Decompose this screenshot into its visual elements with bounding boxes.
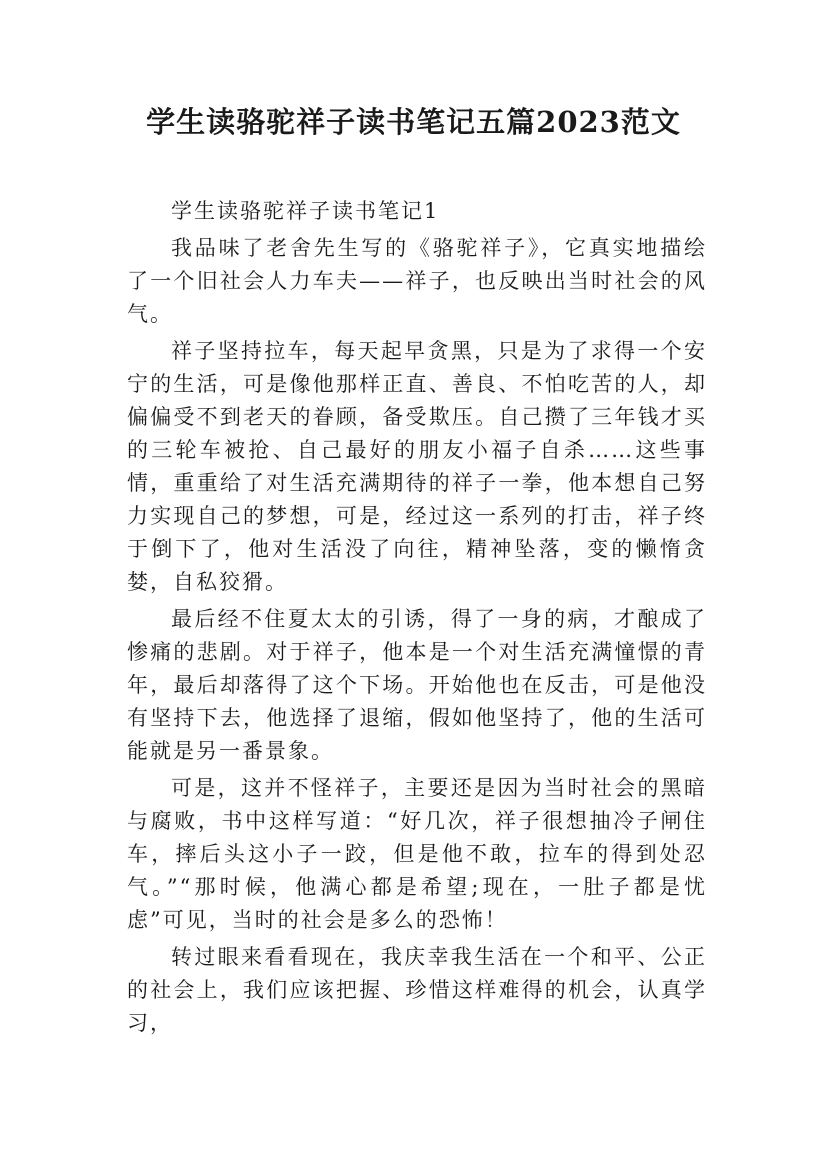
document-title: 学生读骆驼祥子读书笔记五篇2023范文 bbox=[146, 105, 681, 139]
paragraph: 祥子坚持拉车，每天起早贪黑，只是为了求得一个安宁的生活，可是像他那样正直、善良、不怕吃苦的人，却偏偏受不到老天的眷顾，备受欺压。自己攒了三年钱才买的三轮车被抢、自己最好的朋友小福子自杀……这些事情，重重给了对生活充满期待的祥子一拳，他本想自己努力实现自己的梦想，可是，经过这一系列的打击，祥子终于倒下了，他对生活没了向往，精神坠落，变的懒惰贪婪，自私狡猾。 bbox=[127, 339, 707, 594]
section-heading: 学生读骆驼祥子读书笔记1 bbox=[171, 199, 440, 223]
document-body bbox=[127, 195, 707, 1044]
paragraph: 转过眼来看看现在，我庆幸我生活在一个和平、公正的社会上，我们应该把握、珍惜这样难得的机会，认真学习， bbox=[127, 945, 707, 1035]
paragraph: 我品味了老舍先生写的《骆驼祥子》，它真实地描绘了一个旧社会人力车夫——祥子，也反映出当时社会的风气。 bbox=[127, 236, 707, 326]
paragraph: 最后经不住夏太太的引诱，得了一身的病，才酿成了惨痛的悲剧。对于祥子，他本是一个对生活充满憧憬的青年，最后却落得了这个下场。开始他也在反击，可是他没有坚持下去，他选择了退缩，假如他坚持了，他的生活可能就是另一番景象。 bbox=[127, 607, 707, 763]
paragraph: 可是，这并不怪祥子，主要还是因为当时社会的黑暗与腐败，书中这样写道：“好几次，祥子很想抽冷子闸住车，摔后头这小子一跤，但是他不敢，拉车的得到处忍气。”“那时候，他满心都是希望;现在，一肚子都是忧虑”可见，当时的社会是多么的恐怖！ bbox=[127, 776, 707, 932]
